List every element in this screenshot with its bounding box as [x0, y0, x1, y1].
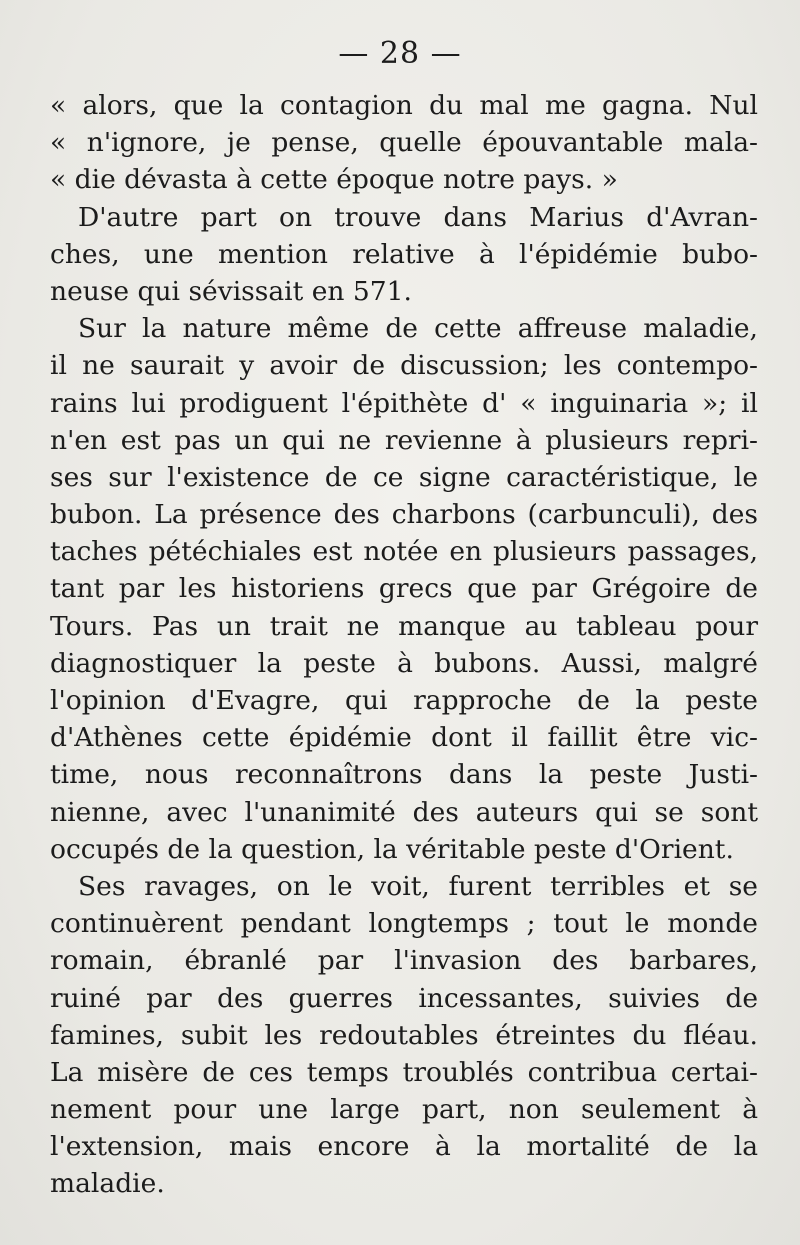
text-line: « die dévasta à cette époque notre pays. »	[50, 164, 618, 196]
text-line: continuèrent pendant longtemps ; tout le monde	[50, 908, 758, 940]
text-line: bubon. La présence des charbons (carbunculi), des	[50, 499, 758, 531]
text-line: rains lui prodiguent l'épithète d' « inguinaria »; il	[50, 387, 758, 419]
text-line: l'extension, mais encore à la mortalité de la	[50, 1131, 758, 1163]
text-line: occupés de la question, la véritable peste d'Orient.	[50, 833, 734, 865]
text-line: Sur la nature même de cette affreuse maladie,	[78, 313, 758, 345]
text-line: n'en est pas un qui ne revienne à plusieurs repri-	[50, 424, 758, 456]
text-line: neuse qui sévissait en 571.	[50, 275, 412, 307]
text-line: nienne, avec l'unanimité des auteurs qui se sont	[50, 796, 758, 828]
text-line: « n'ignore, je pense, quelle épouvantable mala-	[50, 127, 758, 159]
text-line: D'autre part on trouve dans Marius d'Avran-	[78, 201, 758, 233]
text-line: time, nous reconnaîtrons dans la peste Justi-	[50, 759, 758, 791]
text-line: d'Athènes cette épidémie dont il faillit être vic-	[50, 722, 758, 754]
text-line: maladie.	[50, 1168, 165, 1200]
text-line: « alors, que la contagion du mal me gagna. Nul	[50, 90, 758, 121]
text-line: Ses ravages, on le voit, furent terribles et se	[78, 870, 758, 902]
text-line: taches pétéchiales est notée en plusieurs passages,	[50, 536, 758, 568]
text-line: il ne saurait y avoir de discussion; les contempo-	[50, 350, 758, 382]
page-number: — 28 —	[338, 36, 462, 71]
text-line: ches, une mention relative à l'épidémie bubo-	[50, 238, 758, 270]
text-line: La misère de ces temps troublés contribua certai-	[50, 1056, 758, 1088]
text-line: tant par les historiens grecs que par Grégoire de	[50, 573, 758, 605]
text-line: romain, ébranlé par l'invasion des barbares,	[50, 945, 758, 977]
text-line: famines, subit les redoutables étreintes du fléau.	[50, 1019, 758, 1051]
body-text	[50, 87, 758, 1203]
text-line: l'opinion d'Evagre, qui rapproche de la peste	[50, 685, 758, 716]
text-line: diagnostiquer la peste à bubons. Aussi, malgré	[50, 647, 758, 679]
text-line: ruiné par des guerres incessantes, suivies de	[50, 982, 758, 1014]
text-line: nement pour une large part, non seulement à	[50, 1094, 758, 1126]
text-line: Tours. Pas un trait ne manque au tableau pour	[50, 610, 758, 642]
text-line: ses sur l'existence de ce signe caractéristique, le	[50, 461, 758, 493]
